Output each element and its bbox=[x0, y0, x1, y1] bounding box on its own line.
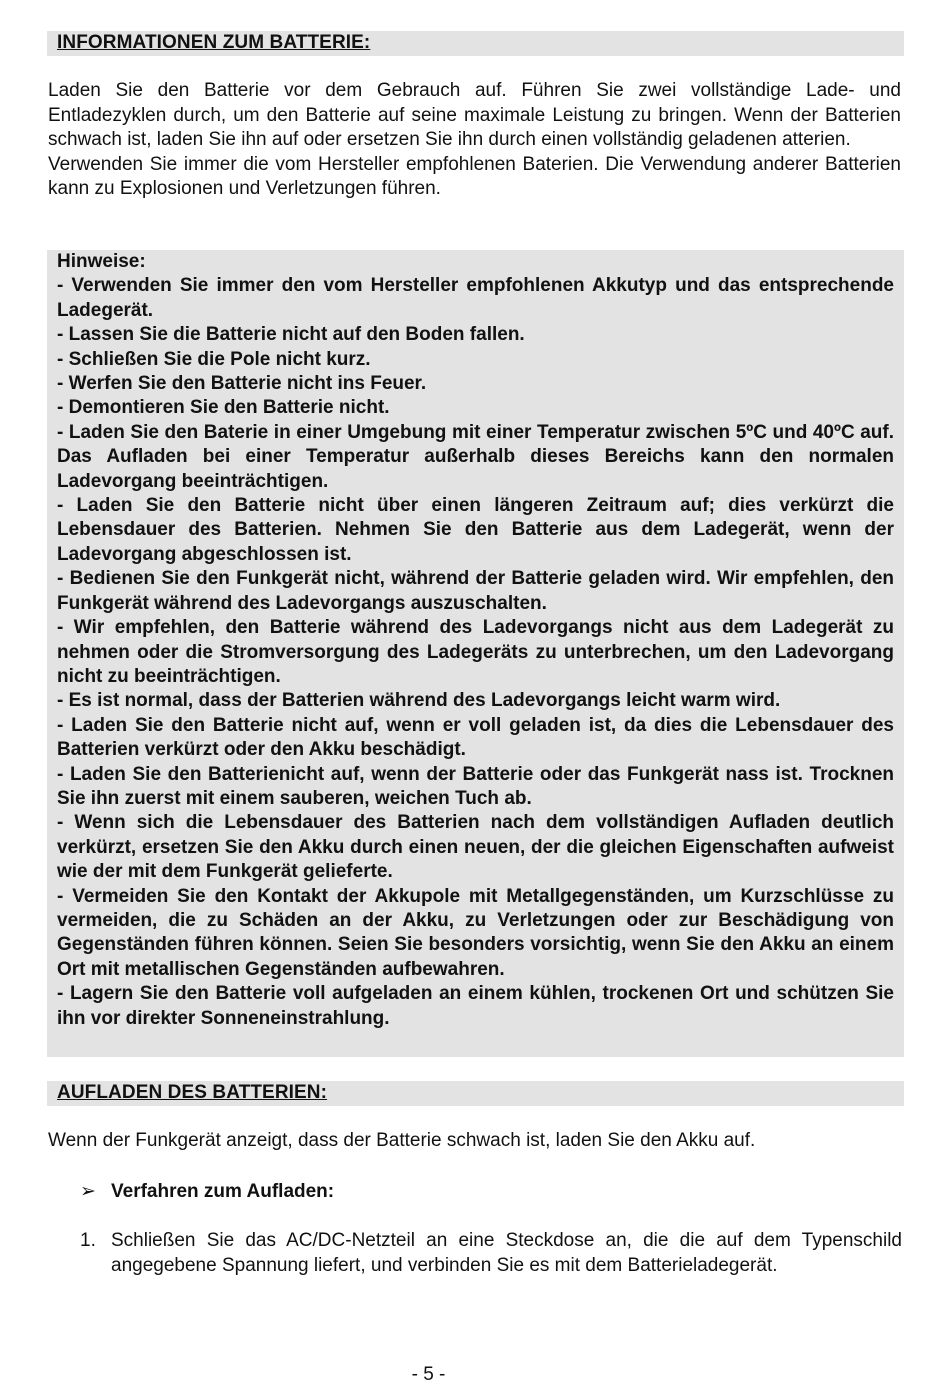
hint-item: - Werfen Sie den Batterie nicht ins Feuer. bbox=[57, 373, 427, 395]
paragraph: Wenn der Funkgerät anzeigt, dass der Batterie schwach ist, laden Sie den Akku auf. bbox=[48, 1130, 756, 1151]
hint-item: - Es ist normal, dass der Batterien während des Ladevorgangs leicht warm wird. bbox=[57, 690, 781, 712]
section-title: AUFLADEN DES BATTERIEN: bbox=[57, 1082, 328, 1103]
step-number: 1. bbox=[80, 1230, 96, 1251]
hint-item: - Wenn sich die Lebensdauer des Batterien nach dem vollständigen Aufladen deutlich verkürzt, ersetzen Sie den Akku durch einen neuen, der die gleichen Eigenschaften aufweist wie der mit dem Funkgerät gelieferte. bbox=[57, 812, 894, 883]
hint-item: - Verwenden Sie immer den vom Hersteller empfohlenen Akkutyp und das entsprechende Ladegerät. bbox=[57, 275, 894, 321]
battery-info-text bbox=[48, 79, 901, 202]
hint-item: - Laden Sie den Baterie in einer Umgebung mit einer Temperatur zwischen 5ºC und 40ºC auf. Das Aufladen bei einer Temperatur außerhalb dieses Bereichs kann den normalen Ladevorgang beeinträchtigen. bbox=[57, 421, 894, 492]
hint-item: - Laden Sie den Batterienicht auf, wenn der Batterie oder das Funkgerät nass ist. Trocknen Sie ihn zuerst mit einem sauberen, weichen Tuch ab. bbox=[57, 763, 894, 809]
section-heading-charging bbox=[47, 1081, 904, 1106]
procedure-step bbox=[80, 1229, 902, 1278]
charging-intro bbox=[48, 1129, 901, 1154]
arrow-bullet-icon: ➢ bbox=[80, 1181, 96, 1202]
hint-item: - Vermeiden Sie den Kontakt der Akkupole mit Metallgegenständen, um Kurzschlüsse zu vermeiden, die zu Schäden an der Akku, zu Verletzungen oder zur Beschädigung von Gegenständen führen können. Seien Sie besonders vorsichtig, wenn Sie den Akku an einem Ort mit metallischen Gegenständen aufbewahren. bbox=[57, 885, 894, 980]
hint-item: - Lagern Sie den Batterie voll aufgeladen an einem kühlen, trockenen Ort und schützen Sie ihn vor direkter Sonneneinstrahlung. bbox=[57, 983, 894, 1029]
procedure-heading bbox=[80, 1180, 334, 1203]
hints-box bbox=[47, 250, 904, 1057]
hint-item: - Wir empfehlen, den Batterie während des Ladevorgangs nicht aus dem Ladegerät zu nehmen oder die Stromversorgung des Ladegeräts zu unterbrechen, um den Ladevorgang nicht zu beeinträchtigen. bbox=[57, 617, 894, 687]
procedure-title-text: Verfahren zum Aufladen: bbox=[111, 1181, 335, 1202]
paragraph: Verwenden Sie immer die vom Hersteller empfohlenen Baterien. Die Verwendung anderer Batterien kann zu Explosionen und Verletzungen führen. bbox=[48, 153, 901, 199]
hint-item: - Lassen Sie die Batterie nicht auf den Boden fallen. bbox=[57, 324, 525, 346]
hint-item: - Bedienen Sie den Funkgerät nicht, während der Batterie geladen wird. Wir empfehlen, den Funkgerät während des Ladevorgangs auszuschalten. bbox=[57, 568, 894, 614]
hint-item: - Laden Sie den Batterie nicht auf, wenn er voll geladen ist, da dies die Lebensdauer des Batterien verkürzt oder den Akku beschädigt. bbox=[57, 714, 894, 761]
hints-content bbox=[57, 250, 894, 1031]
hint-item: - Demontieren Sie den Batterie nicht. bbox=[57, 397, 390, 419]
page-number: - 5 - bbox=[411, 1364, 446, 1385]
hint-item: - Schließen Sie die Pole nicht kurz. bbox=[57, 348, 371, 370]
hint-item: - Laden Sie den Batterie nicht über einen längeren Zeitraum auf; dies verkürzt die Lebensdauer des Batterien. Nehmen Sie den Batterie aus dem Ladegerät, wenn der Ladevorgang abgeschlossen ist. bbox=[57, 495, 894, 565]
section-title: INFORMATIONEN ZUM BATTERIE: bbox=[57, 32, 371, 53]
paragraph: Laden Sie den Batterie vor dem Gebrauch auf. Führen Sie zwei vollständige Lade- und Entladezyklen durch, um den Batterie auf seine maximale Leistung zu bringen. Wenn der Batterien schwach ist, laden Sie ihn auf oder ersetzen Sie ihn durch einen vollständig geladenen atterien. bbox=[48, 80, 901, 150]
step-text: Schließen Sie das AC/DC-Netzteil an eine Steckdose an, die die auf dem Typenschild angegebene Spannung liefert, und verbinden Sie es mit dem Batterieladegerät. bbox=[111, 1230, 902, 1276]
hints-title: Hinweise: bbox=[57, 251, 146, 272]
section-heading-battery-info bbox=[47, 31, 904, 56]
